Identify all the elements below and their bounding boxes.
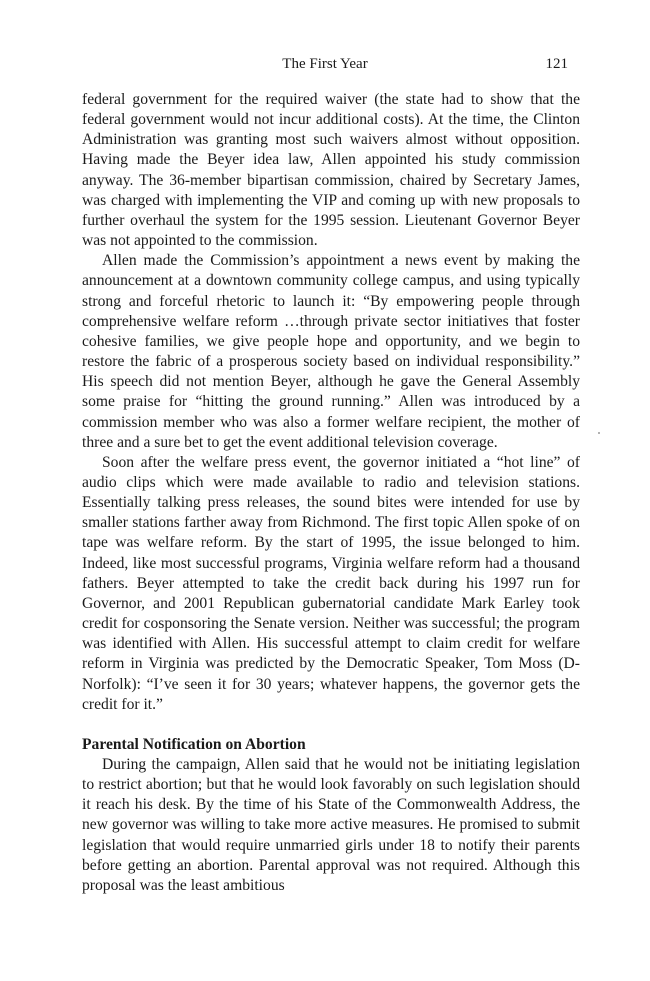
paragraph-hot-line: Soon after the welfare press event, the governor initiated a “hot line” of audio clips which were made available to radio and television stations. Essentially talking press releases, the sound bites were intended for use by smaller stations farther away from Richmond. The first topic Allen spoke of on tape was welfare reform. By the start of 1995, the issue belonged to him. Indeed, like most successful programs, Virginia welfare reform had a thousand fathers. Beyer attempted to take the credit back during his 1997 run for Governor, and 2001 Republican gubernatorial candidate Mark Earley took credit for cosponsoring the Senate version. Neither was successful; the program was identified with Allen. His successful attempt to claim credit for welfare reform in Virginia was predicted by the Democratic Speaker, Tom Moss (D-Norfolk): “I’ve seen it for 30 years; whatever happens, the governor gets the credit for it.”: [82, 453, 580, 713]
page-number: 121: [545, 56, 568, 72]
paragraph-parental-notification: During the campaign, Allen said that he would not be initiating legislation to restrict abortion; but that he would look favorably on such legislation should it reach his desk. By the time of his State of the Commonwealth Address, the new governor was willing to take more active measures. He promised to submit legislation that would require unmarried girls under 18 to notify their parents before getting an abortion. Parental approval was not required. Although this proposal was the least ambitious: [82, 756, 580, 894]
paragraph-commission-announcement: Allen made the Commission’s appointment a news event by making the announcement at a downtown community college campus, and using typically strong and forceful rhetoric to launch it: “By empowering people through comprehensive welfare reform …through private sector initiatives that foster cohesive families, we give people hope and opportunity, and we begin to restore the fabric of a prosperous society based on individual responsibility.” His speech did not mention Beyer, although he gave the General Assembly some praise for “hitting the ground running.” Allen was introduced by a commission member who was also a former welfare recipient, the mother of three and a sure bet to get the event additional television coverage.: [82, 252, 580, 451]
scan-speck: [598, 432, 600, 434]
running-header: [82, 56, 568, 76]
running-title: The First Year: [282, 56, 368, 72]
body-text: [82, 90, 580, 896]
section-heading: Parental Notification on Abortion: [82, 735, 306, 753]
paragraph-welfare-waiver: federal government for the required waiver (the state had to show that the federal government would not incur additional costs). At the time, the Clinton Administration was granting most such waivers almost without opposition. Having made the Beyer idea law, Allen appointed his study commission anyway. The 36-member bipartisan commission, chaired by Secretary James, was charged with implementing the VIP and coming up with new proposals to further overhaul the system for the 1995 session. Lieutenant Governor Beyer was not appointed to the commission.: [82, 91, 580, 250]
